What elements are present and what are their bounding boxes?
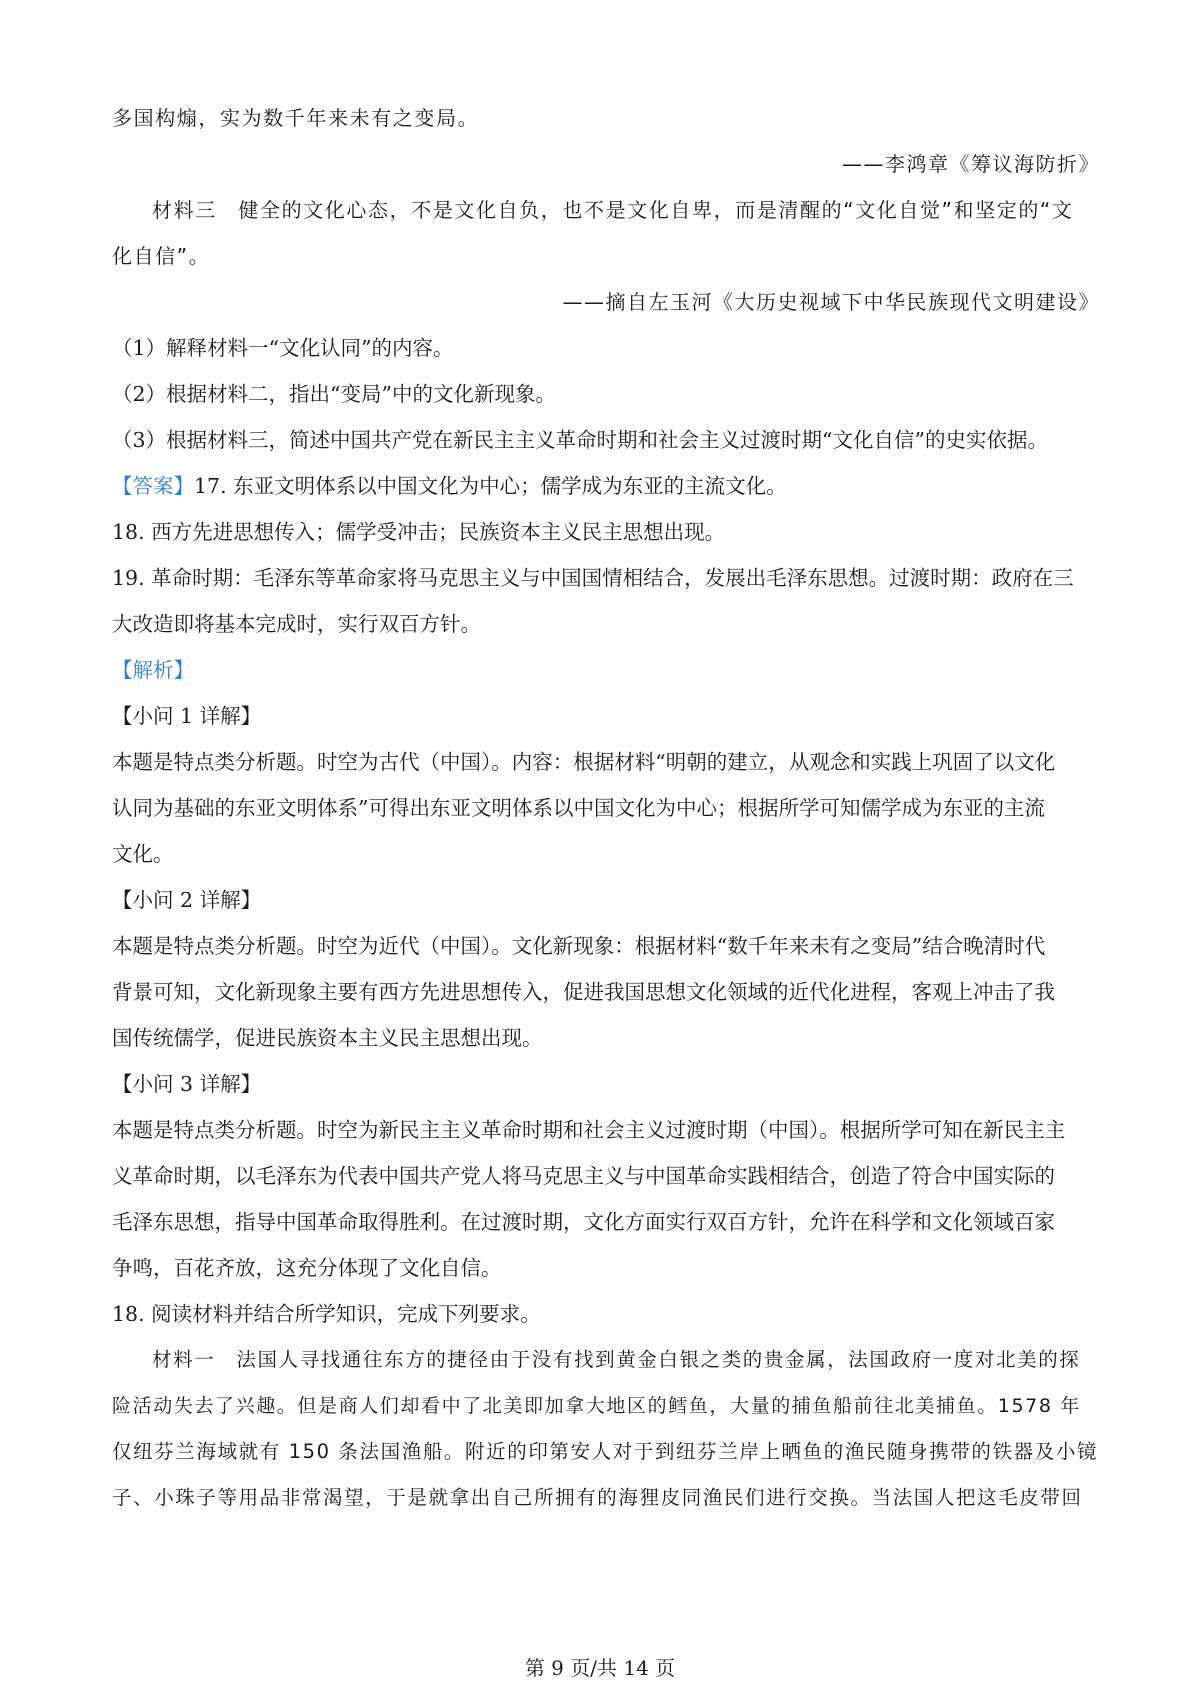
answer-tag: 【答案】 xyxy=(112,474,194,498)
material-two-source: ——李鸿章《筹议海防折》 xyxy=(842,152,1100,176)
material-one-line-4: 子、小珠子等用品非常渴望，于是就拿出自己所拥有的海狸皮同渔民们进行交换。当法国人把这毛皮带回 xyxy=(112,1486,1083,1509)
detail-3-line-4: 争鸣，百花齐放，这充分体现了文化自信。 xyxy=(112,1256,502,1280)
answer-17-line xyxy=(112,463,1100,509)
question-2: （2）根据材料二，指出“变局”中的文化新现象。 xyxy=(112,382,557,406)
material-three-line-2: 化自信”。 xyxy=(112,244,211,268)
answer-19-line-2: 大改造即将基本完成时，实行双百方针。 xyxy=(112,612,481,636)
detail-3-line-2: 义革命时期，以毛泽东为代表中国共产党人将马克思主义与中国革命实践相结合，创造了符合中国实际的 xyxy=(112,1164,1055,1188)
material-one-line-3: 仅纽芬兰海域就有 150 条法国渔船。附近的印第安人对于到纽芬兰岸上晒鱼的渔民随身携带的铁器及小镜 xyxy=(112,1440,1099,1463)
answer-18: 18. 西方先进思想传入；儒学受冲击；民族资本主义民主思想出现。 xyxy=(112,520,726,544)
detail-1-line-1: 本题是特点类分析题。时空为古代（中国）。内容：根据材料“明朝的建立，从观念和实践上巩固了以文化 xyxy=(112,750,1056,774)
answer-19-line-1: 19. 革命时期：毛泽东等革命家将马克思主义与中国国情相结合，发展出毛泽东思想。过渡时期：政府在三 xyxy=(112,566,1074,590)
detail-2-line-1: 本题是特点类分析题。时空为近代（中国）。文化新现象：根据材料“数千年来未有之变局”结合晚清时代 xyxy=(112,934,1046,958)
detail-2-title: 【小问 2 详解】 xyxy=(112,888,262,912)
analysis-tag: 【解析】 xyxy=(112,658,194,682)
detail-3-line-1: 本题是特点类分析题。时空为新民主主义革命时期和社会主义过渡时期（中国）。根据所学可知在新民主主 xyxy=(112,1118,1066,1142)
page-number-footer: 第 9 页/共 14 页 xyxy=(524,1656,676,1680)
page-content xyxy=(112,95,1100,1521)
detail-1-line-2: 认同为基础的东亚文明体系”可得出东亚文明体系以中国文化为中心；根据所学可知儒学成为东亚的主流 xyxy=(112,796,1045,820)
question-3: （3）根据材料三，简述中国共产党在新民主主义革命时期和社会主义过渡时期“文化自信”的史实依据。 xyxy=(112,428,1049,452)
question-1: （1）解释材料一“文化认同”的内容。 xyxy=(112,336,454,360)
detail-1-title: 【小问 1 详解】 xyxy=(112,704,262,728)
detail-3-line-3: 毛泽东思想，指导中国革命取得胜利。在过渡时期，文化方面实行双百方针，允许在科学和文化领域百家 xyxy=(112,1210,1055,1234)
answer-17: 17. 东亚文明体系以中国文化为中心；儒学成为东亚的主流文化。 xyxy=(194,474,787,498)
question-18-heading: 18. 阅读材料并结合所学知识，完成下列要求。 xyxy=(112,1302,541,1326)
detail-2-line-3: 国传统儒学，促进民族资本主义民主思想出现。 xyxy=(112,1026,543,1050)
material-two-ending: 多国构煽，实为数千年来未有之变局。 xyxy=(112,106,480,130)
detail-3-title: 【小问 3 详解】 xyxy=(112,1072,262,1096)
material-three-line-1: 材料三 健全的文化心态，不是文化自负，也不是文化自卑，而是清醒的“文化自觉”和坚定的“文 xyxy=(152,198,1074,222)
material-three-source: ——摘自左玉河《大历史视域下中华民族现代文明建设》 xyxy=(562,290,1100,314)
detail-2-line-2: 背景可知，文化新现象主要有西方先进思想传入，促进我国思想文化领域的近代化进程，客观上冲击了我 xyxy=(112,980,1055,1004)
material-one-line-2: 险活动失去了兴趣。但是商人们却看中了北美即加拿大地区的鳕鱼，大量的捕鱼船前往北美捕鱼。1578 年 xyxy=(112,1395,1081,1417)
detail-1-line-3: 文化。 xyxy=(112,842,174,866)
material-one-line-1: 材料一 法国人寻找通往东方的捷径由于没有找到黄金白银之类的贵金属，法国政府一度对北美的探 xyxy=(152,1348,1081,1371)
